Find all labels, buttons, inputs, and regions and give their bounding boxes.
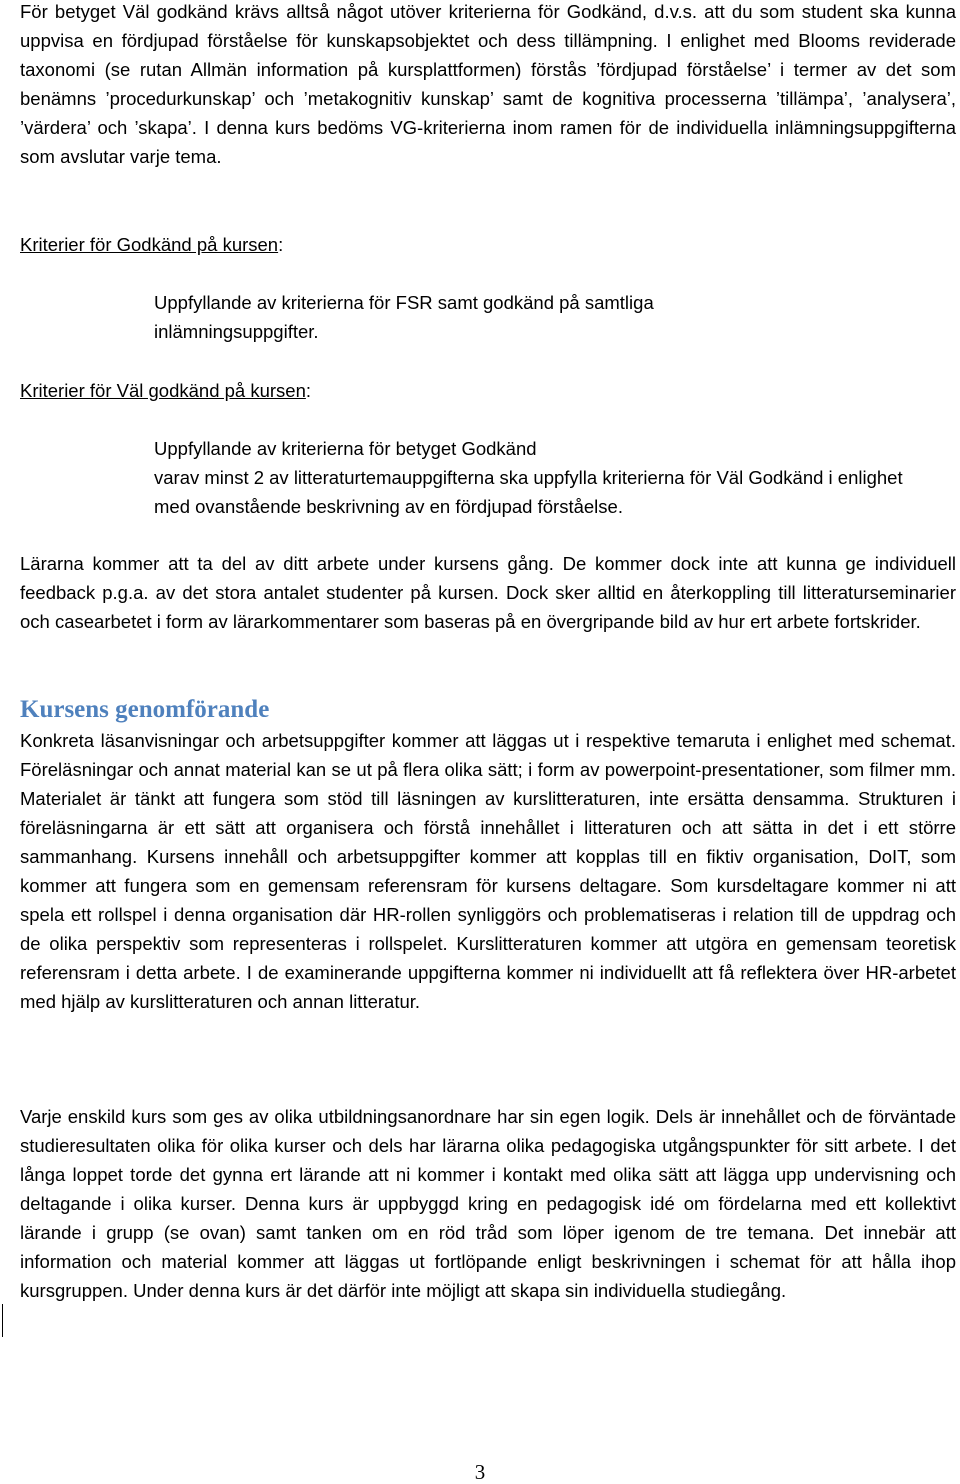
criteria-vg-label xyxy=(20,376,311,405)
criteria-vg-line1: Uppfyllande av kriterierna för betyget Godkänd xyxy=(154,438,537,459)
criteria-vg-label-text: Kriterier för Väl godkänd på kursen xyxy=(20,380,306,401)
paragraph-kursens-logik: Varje enskild kurs som ges av olika utbildningsanordnare har sin egen logik. Dels är innehållet och de förväntade studieresultaten olika för olika kurser och dels har lärarna olika pedagogiska utgångspunkter för sitt arbete. I det långa loppet torde det gynna ert lärande att ni kommer i kontakt med olika sätt att lägga upp undervisning och deltagande i olika kurser. Denna kurs är uppbyggd kring en pedagogisk idé om fördelarna med ett kollektivt lärande i grupp (se ovan) samt tanken om en röd tråd som löper igenom de tre temana. Det innebär att information och material kommer att läggas ut fortlöpande enligt beskrivningen i schemat för att hålla ihop kursgruppen. Under denna kurs är det därför inte möjligt att skapa sin individuella studiegång. xyxy=(20,1106,956,1301)
paragraph-feedback: Lärarna kommer att ta del av ditt arbete under kursens gång. De kommer dock inte att kunna ge individuell feedback p.g.a. av det stora antalet studenter på kursen. Dock sker alltid en återkoppling till litteraturseminarier och casearbetet i form av lärarkommentarer som baseras på en övergripande bild av hur ert arbete fortskrider. xyxy=(20,553,956,632)
criteria-godkand-label-text: Kriterier för Godkänd på kursen xyxy=(20,234,279,255)
paragraph-genomforande: Konkreta läsanvisningar och arbetsuppgifter kommer att läggas ut i respektive temaruta i enlighet med schemat. Föreläsningar och annat material kan se ut på flera olika sätt; i form av powerpoint-presentationer, som filmer mm. Materialet är tänkt att fungera som stöd till läsningen av kurslitteraturen, inte ersätta densamma. Strukturen i föreläsningarna är ett sätt att organisera och förstå innehållet i litteraturen och att sätta in det i ett större sammanhang. Kursens innehåll och arbetsuppgifter kommer att kopplas till en fiktiv organisation, DoIT, som kommer att fungera som en gemensam referensram för kursens deltagare. Som kursdeltagare kommer ni att spela ett rollspel i denna organisation där HR-rollen synliggörs och problematiseras i relation till de uppdrag och de olika perspektiv som representeras i rollspelet. Kurslitteraturen kommer att utgöra en gemensam teoretisk referensram i detta arbete. I de examinerande uppgifterna kommer ni individuellt att få reflektera över HR-arbetet med hjälp av kurslitteraturen och annan litteratur. xyxy=(20,730,956,1012)
paragraph-grading-vg-intro: För betyget Väl godkänd krävs alltså något utöver kriterierna för Godkänd, d.v.s. att du som student ska kunna uppvisa en fördjupad förståelse för kunskapsobjektet och dess tillämpning. I enlighet med Blooms reviderade taxonomi (se rutan Allmän information på kursplattformen) förstås ’fördjupad förståelse’ i termer av det som benämns ’procedurkunskap’ och ’metakognitiv kunskap’ samt de kognitiva processerna ’tillämpa’, ’analysera’, ’värdera’ och ’skapa’. I denna kurs bedöms VG-kriterierna inom ramen för de individuella inlämningsuppgifterna som avslutar varje tema. xyxy=(20,1,956,167)
criteria-vg-colon: : xyxy=(305,380,312,401)
criteria-godkand-label xyxy=(20,230,283,259)
page-number: 3 xyxy=(474,1460,486,1484)
criteria-godkand-colon: : xyxy=(278,234,284,255)
section-heading-kursens-genomforande: Kursens genomförande xyxy=(20,696,270,723)
criteria-godkand-text: Uppfyllande av kriterierna för FSR samt godkänd på samtliga inlämningsuppgifter. xyxy=(154,292,654,342)
criteria-vg-line2: varav minst 2 av litteraturtemauppgifterna ska uppfylla kriterierna för Väl Godkänd i enlighet med ovanstående beskrivning av en fördjupad förståelse. xyxy=(154,467,903,517)
revision-change-bar xyxy=(2,1304,3,1337)
